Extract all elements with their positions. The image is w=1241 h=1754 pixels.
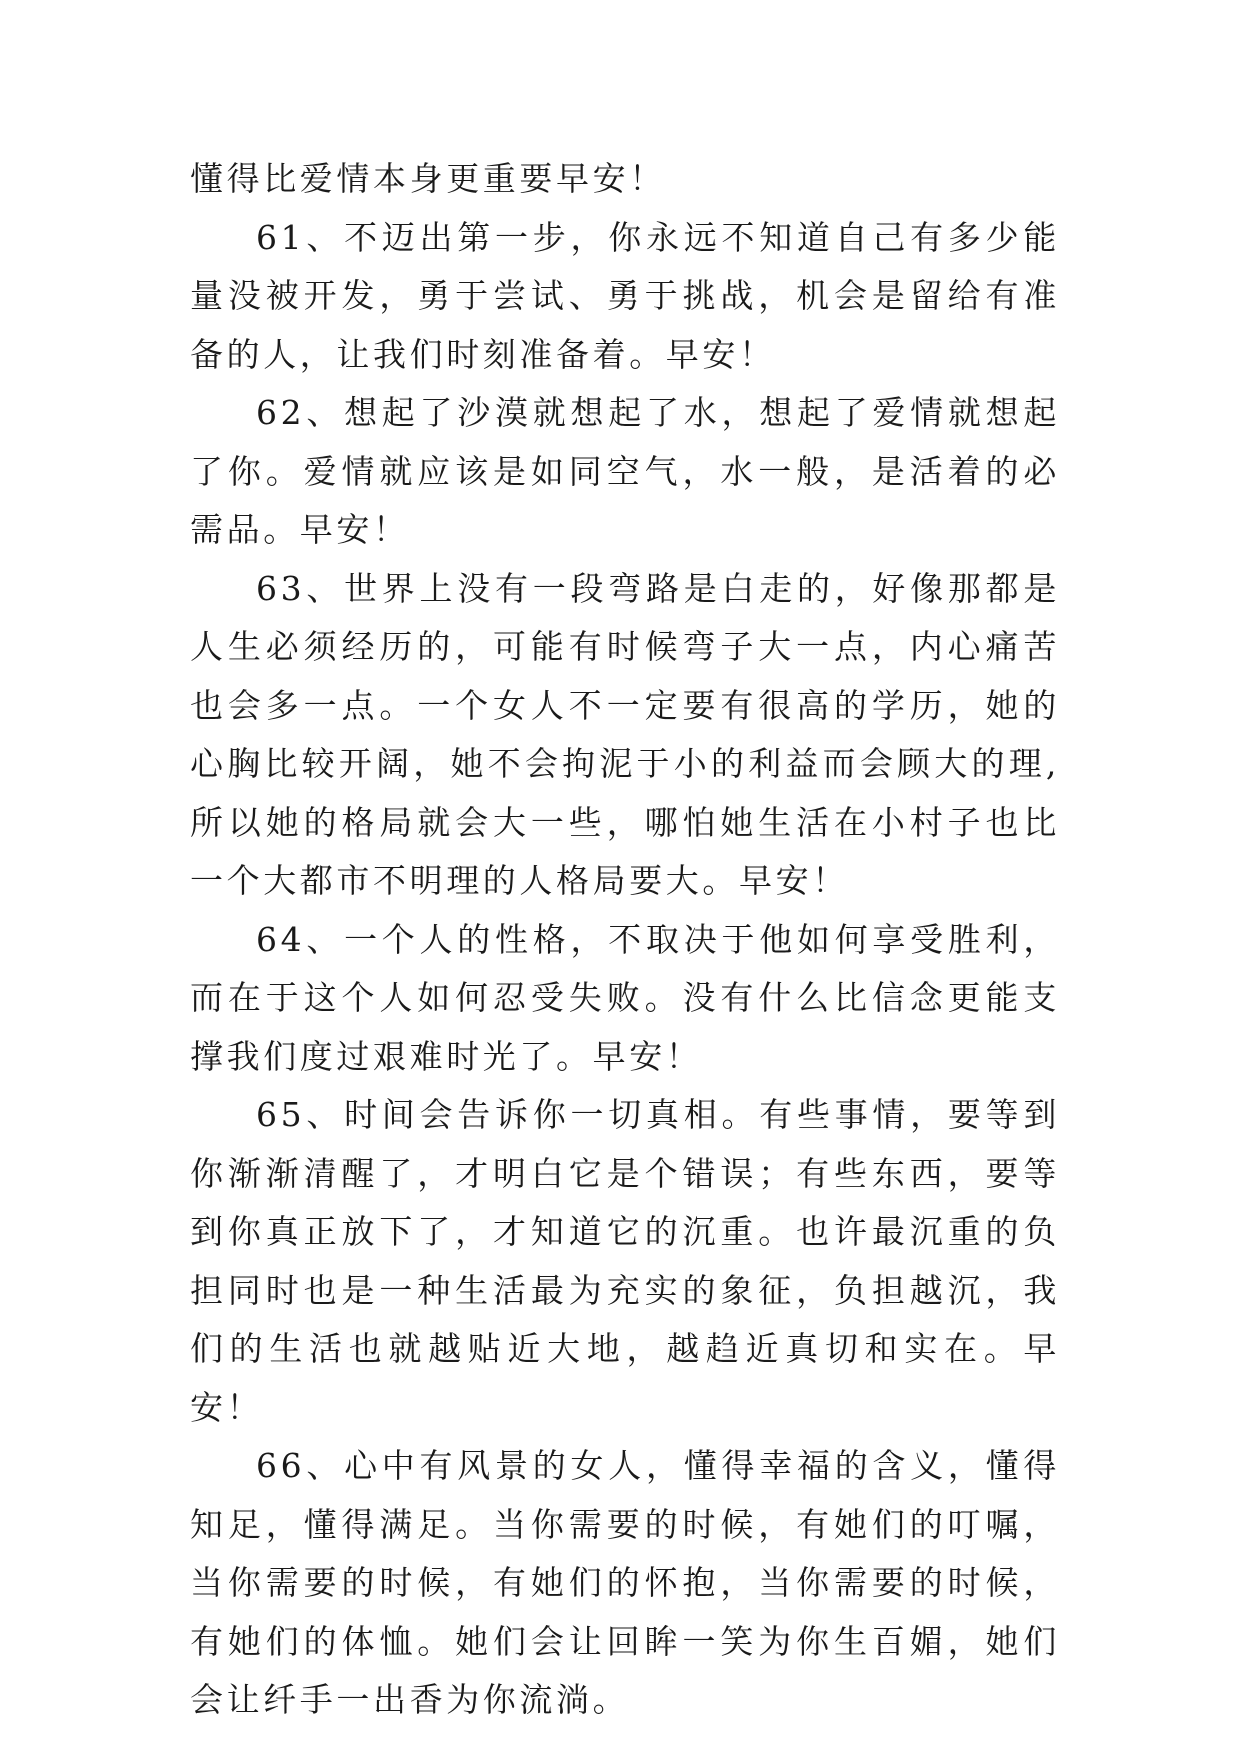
paragraph-64: 64、一个人的性格，不取决于他如何享受胜利，而在于这个人如何忍受失败。没有什么比信念更能支撑我们度过艰难时光了。早安！ (190, 919, 1060, 1076)
paragraph-61: 61、不迈出第一步，你永远不知道自己有多少能量没被开发，勇于尝试、勇于挑战，机会是留给有准备的人，让我们时刻准备着。早安！ (190, 217, 1060, 374)
paragraph-63: 63、世界上没有一段弯路是白走的，好像那都是人生必须经历的，可能有时候弯子大一点，内心痛苦也会多一点。一个女人不一定要有很高的学历，她的心胸比较开阔，她不会拘泥于小的利益而会顾大的理,所以她的格局就会大一些，哪怕她生活在小村子也比一个大都市不明理的人格局要大。早安！ (190, 568, 1060, 900)
paragraph-65: 65、时间会告诉你一切真相。有些事情，要等到你渐渐清醒了，才明白它是个错误；有些东西，要等到你真正放下了，才知道它的沉重。也许最沉重的负担同时也是一种生活最为充实的象征，负担越沉，我们的生活也就越贴近大地，越趋近真切和实在。早安！ (190, 1095, 1060, 1427)
paragraph-continuation: 懂得比爱情本身更重要早安！ (190, 159, 666, 198)
paragraph-66: 66、心中有风景的女人，懂得幸福的含义，懂得知足，懂得满足。当你需要的时候，有她们的叮嘱，当你需要的时候，有她们的怀抱，当你需要的时候，有她们的体恤。她们会让回眸一笑为你生百媚，她们会让纤手一出香为你流淌。 (190, 1446, 1060, 1719)
paragraph-62: 62、想起了沙漠就想起了水，想起了爱情就想起了你。爱情就应该是如同空气，水一般，是活着的必需品。早安！ (190, 393, 1060, 549)
document-body (190, 150, 1060, 1730)
